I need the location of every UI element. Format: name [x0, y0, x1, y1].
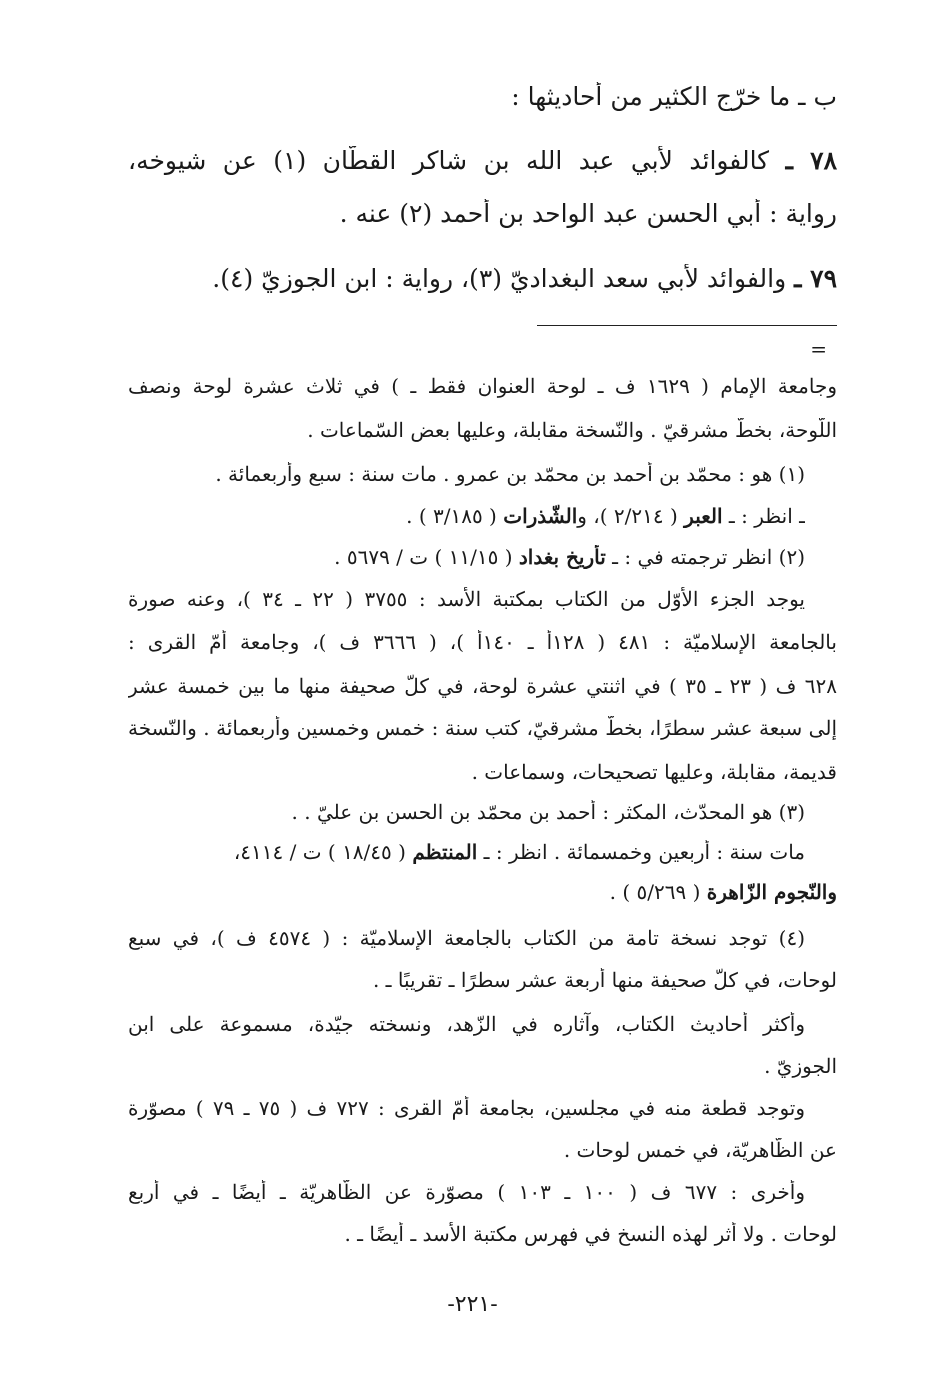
footnote-separator: [537, 325, 837, 326]
entry-number: ٧٩ ـ: [794, 264, 837, 293]
entry-number: ٧٨ ـ: [785, 146, 837, 175]
footnote-line: (٣) هو المحدّث، المكثر : أحمد بن محمّد بن الحسن بن عليّ . .: [291, 800, 805, 824]
continuation-mark: =: [810, 337, 827, 361]
footnote-line: اللّوحة، بخطّ مشرقيّ . والنّسخة مقابلة، وعليها بعض السّماعات .: [307, 418, 837, 442]
footnote-line: وتوجد قطعة منه في مجلسين، بجامعة أمّ القرى : ٧٢٧ ف ( ٧٥ ـ ٧٩ ) مصوّرة: [128, 1096, 805, 1120]
footnote-line: عن الظّاهريّة، في خمس لوحات .: [563, 1138, 837, 1162]
entry-78-line-1: ٧٨ ـ كالفوائد لأبي عبد الله بن شاكر القطّان (١) عن شيوخه،: [128, 146, 837, 175]
source-title: الشّذرات: [503, 504, 578, 528]
footnote-line: وجامعة الإمام ( ١٦٢٩ ف ـ لوحة العنوان فقط ـ ) في ثلاث عشرة لوحة ونصف: [128, 374, 837, 398]
entry-78-line-2: رواية : أبي الحسن عبد الواحد بن أحمد (٢) عنه .: [339, 199, 837, 228]
footnote-line: وأكثر أحاديث الكتاب، وآثاره في الزّهد، ونسخته جيّدة، مسموعة على ابن: [128, 1012, 805, 1036]
footnote-line: إلى سبعة عشر سطرًا، بخطّ مشرقيّ، كتب سنة : خمس وخمسين وأربعمائة . والنّسخة: [128, 716, 837, 740]
footnote-line: بالجامعة الإسلاميّة : ٤٨١ ( ١٢٨أ ـ ١٤٠أ )، ( ٣٦٦٦ ف )، وجامعة أمّ القرى :: [128, 630, 837, 654]
footnote-line: ٦٢٨ ف ( ٢٣ ـ ٣٥ ) في اثنتي عشرة لوحة، في كلّ صحيفة منها ما بين خمسة عشر: [128, 674, 837, 698]
section-heading: ب ـ ما خرّج الكثير من أحاديثها :: [511, 82, 837, 111]
footnote-line: مات سنة : أربعين وخمسمائة . انظر : ـ المنتظم ( ١٨/٤٥ ) ت / ٤١١٤،: [233, 840, 805, 864]
footnote-line: (٤) توجد نسخة تامة من الكتاب بالجامعة الإسلاميّة : ( ٤٥٧٤ ف )، في سبع: [128, 926, 805, 950]
footnote-line: (٢) انظر ترجمته في : ـ تأريخ بغداد ( ١١/١٥ ) ت / ٥٦٧٩ .: [334, 545, 805, 569]
footnote-line: (١) هو : محمّد بن أحمد بن محمّد بن عمرو . مات سنة : سبع وأربعمائة .: [215, 462, 805, 486]
footnote-line: لوحات . ولا أثر لهذه النسخ في فهرس مكتبة الأسد ـ أيضًا ـ .: [344, 1222, 837, 1246]
footnote-line: يوجد الجزء الأوّل من الكتاب بمكتبة الأسد : ٣٧٥٥ ( ٢٢ ـ ٣٤ )، وعنه صورة: [128, 587, 805, 611]
entry-79-line-1: ٧٩ ـ والفوائد لأبي سعد البغداديّ (٣)، رواية : ابن الجوزيّ (٤).: [212, 264, 837, 293]
footnote-line: وأخرى : ٦٧٧ ف ( ١٠٠ ـ ١٠٣ ) مصوّرة عن الظّاهريّة ـ أيضًا ـ في أربع: [128, 1180, 805, 1204]
source-title: والنّجوم الزّاهرة: [706, 880, 837, 904]
page-number: -٢٢١-: [447, 1292, 498, 1317]
source-title: العبر: [684, 504, 723, 528]
footnote-line: قديمة، مقابلة، وعليها تصحيحات، وسماعات .: [471, 760, 837, 784]
source-title: المنتظم: [412, 840, 478, 864]
source-title: تأريخ بغداد: [518, 545, 606, 569]
footnote-line: الجوزيّ .: [764, 1054, 837, 1078]
footnote-line: لوحات، في كلّ صحيفة منها أربعة عشر سطرًا ـ تقريبًا ـ .: [372, 968, 837, 992]
footnote-line: ـ انظر : ـ العبر ( ٢/٢١٤ )، والشّذرات ( ٣/١٨٥ ) .: [406, 504, 805, 528]
footnote-line: والنّجوم الزّاهرة ( ٥/٢٦٩ ) .: [609, 880, 837, 904]
